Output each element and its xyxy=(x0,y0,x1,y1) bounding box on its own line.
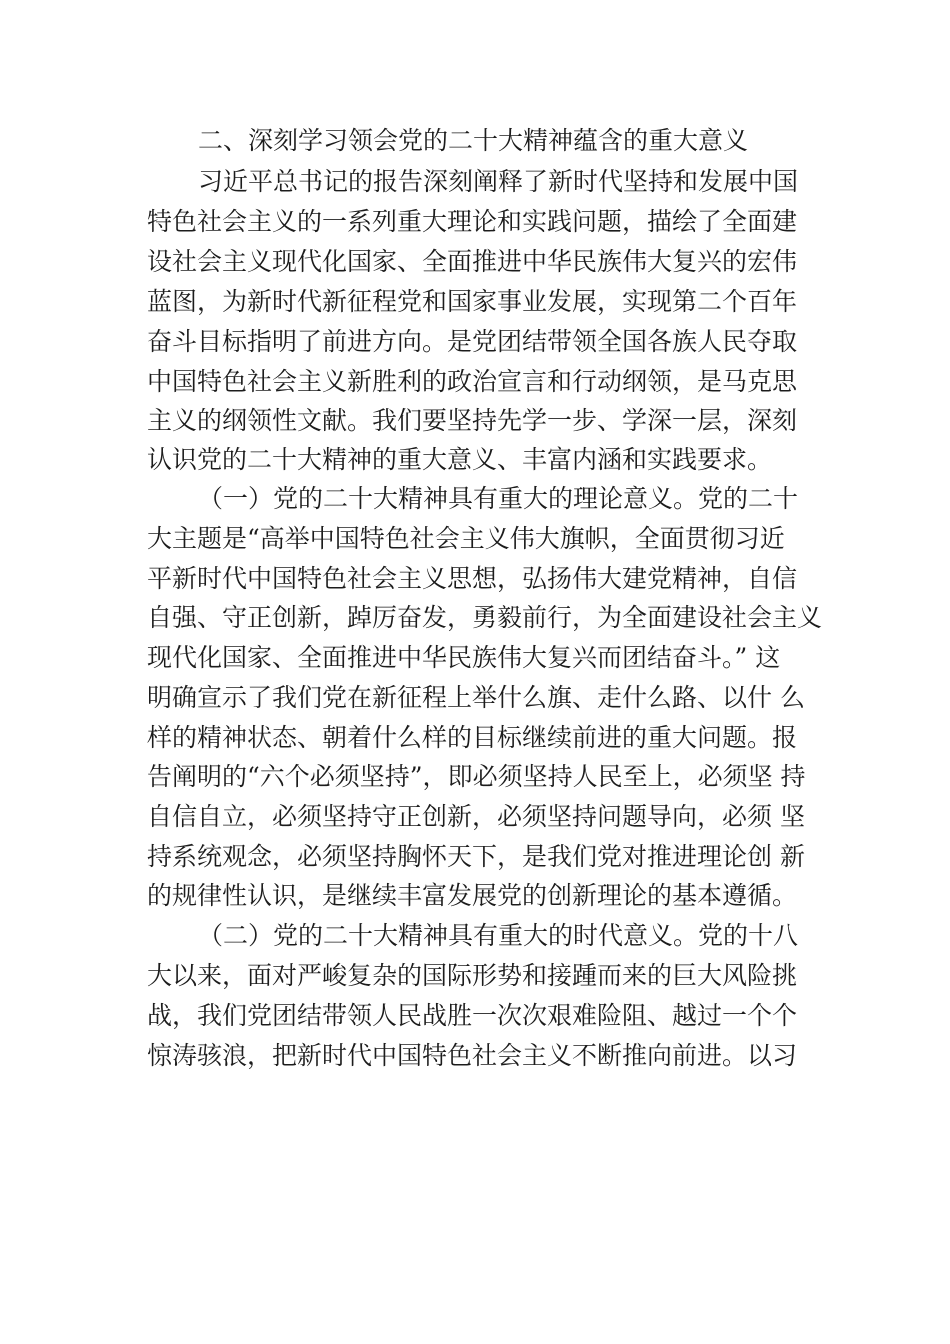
paragraph-line: （二）党的二十大精神具有重大的时代意义。党的十八 xyxy=(198,921,799,950)
paragraph-line: 蓝图，为新时代新征程党和国家事业发展，实现第二个百年 xyxy=(147,287,798,316)
paragraph-line: 平新时代中国特色社会主义思想，弘扬伟大建党精神，自信 xyxy=(147,564,798,593)
paragraph-line: 的规律性认识，是继续丰富发展党的创新理论的基本遵循。 xyxy=(147,881,798,910)
paragraph-line: 持系统观念，必须坚持胸怀天下，是我们党对推进理论创 新 xyxy=(147,842,805,871)
paragraph-line: 惊涛骇浪，把新时代中国特色社会主义不断推向前进。以习 xyxy=(147,1041,798,1070)
paragraph-line: 样的精神状态、朝着什么样的目标继续前进的重大问题。报 xyxy=(147,723,798,752)
paragraph-line: 习近平总书记的报告深刻阐释了新时代坚持和发展中国 xyxy=(198,167,799,196)
paragraph-line: 主义的纲领性文献。我们要坚持先学一步、学深一层，深刻 xyxy=(147,406,798,435)
paragraph-line: 告阐明的“六个必须坚持”，即必须坚持人民至上，必须坚 持 xyxy=(147,762,806,791)
paragraph-line: 自信自立，必须坚持守正创新，必须坚持问题导向，必须 坚 xyxy=(147,802,805,831)
section-heading: 二、深刻学习领会党的二十大精神蕴含的重大意义 xyxy=(198,126,749,155)
paragraph-line: 大以来，面对严峻复杂的国际形势和接踵而来的巨大风险挑 xyxy=(147,961,798,990)
paragraph-line: 明确宣示了我们党在新征程上举什么旗、走什么路、以什 么 xyxy=(147,683,805,712)
paragraph-line: 战，我们党团结带领人民战胜一次次艰难险阻、越过一个个 xyxy=(147,1001,798,1030)
paragraph-line: （一）党的二十大精神具有重大的理论意义。党的二十 xyxy=(198,484,799,513)
paragraph-line: 特色社会主义的一系列重大理论和实践问题，描绘了全面建 xyxy=(147,207,798,236)
paragraph-line: 奋斗目标指明了前进方向。是党团结带领全国各族人民夺取 xyxy=(147,327,798,356)
paragraph-line: 认识党的二十大精神的重大意义、丰富内涵和实践要求。 xyxy=(147,445,773,474)
paragraph-line: 大主题是“高举中国特色社会主义伟大旗帜，全面贯彻习近 xyxy=(147,524,785,553)
paragraph-line: 中国特色社会主义新胜利的政治宣言和行动纲领，是马克思 xyxy=(147,367,798,396)
paragraph-line: 设社会主义现代化国家、全面推进中华民族伟大复兴的宏伟 xyxy=(147,247,798,276)
paragraph-line: 自强、守正创新，踔厉奋发，勇毅前行，为全面建设社会主义 xyxy=(147,603,823,632)
paragraph-line: 现代化国家、全面推进中华民族伟大复兴而团结奋斗。” 这 xyxy=(147,643,781,672)
